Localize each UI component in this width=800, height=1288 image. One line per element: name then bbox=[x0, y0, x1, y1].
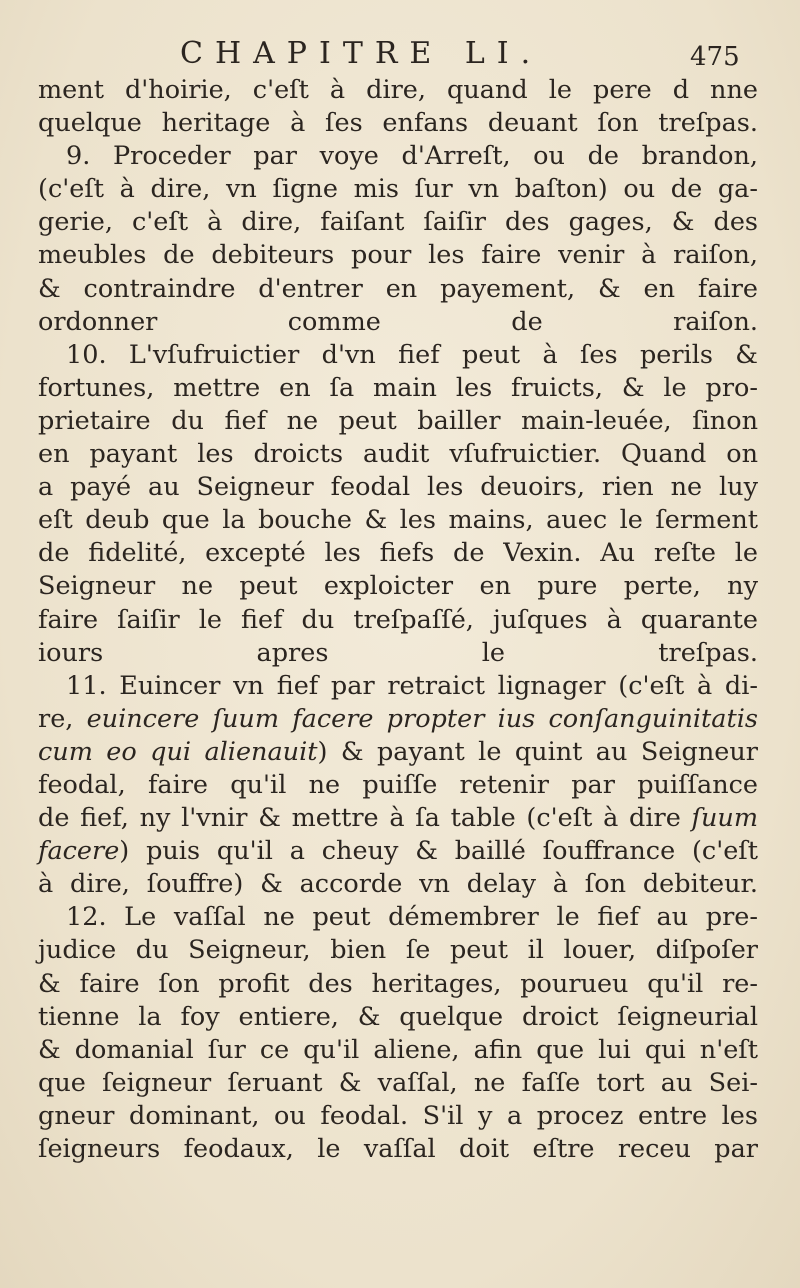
text-line: tienne la foy entiere, & quelque droict ſeigneurial bbox=[38, 1001, 758, 1032]
text-line: facere) puis qu'il a cheuy & baillé ſouffrance (c'eſt bbox=[38, 836, 758, 867]
text-line: que ſeigneur ſeruant & vaſſal, ne faſſe tort au Sei- bbox=[38, 1067, 758, 1098]
text-line: (c'eſt à dire, vn ſigne mis ſur vn baſton) ou de ga- bbox=[38, 174, 758, 205]
text-line: cum eo qui alienauit) & payant le quint au Seigneur bbox=[38, 736, 758, 767]
chapter-title: CHAPITRE LI. bbox=[180, 36, 543, 71]
text-line: fortunes, mettre en ſa main les fruicts, & le pro- bbox=[38, 372, 758, 403]
text-line: feodal, faire qu'il ne puiſſe retenir par puiſſance bbox=[38, 769, 758, 800]
text-line: 10. L'vſufruictier d'vn fief peut à ſes perils & bbox=[66, 339, 758, 370]
text-line: & domanial ſur ce qu'il aliene, afin que lui qui n'eſt bbox=[38, 1034, 758, 1065]
text-line: & contraindre d'entrer en payement, & en faire bbox=[38, 273, 758, 304]
text-line: à dire, ſouffre) & accorde vn delay à ſon debiteur. bbox=[38, 869, 758, 900]
text-line: eſt deub que la bouche & les mains, auec le ſerment bbox=[38, 505, 758, 536]
text-line: judice du Seigneur, bien ſe peut il louer, diſpoſer bbox=[38, 935, 758, 966]
text-line: 12. Le vaſſal ne peut démembrer le fief au pre- bbox=[66, 902, 758, 933]
text-line: gerie, c'eſt à dire, faiſant ſaiſir des gages, & des bbox=[38, 207, 758, 238]
text-line: & faire ſon profit des heritages, pourueu qu'il re- bbox=[38, 968, 758, 999]
body-text bbox=[38, 74, 758, 1166]
text-line: a payé au Seigneur feodal les deuoirs, rien ne luy bbox=[38, 472, 758, 503]
text-line: de fidelité, excepté les fiefs de Vexin. Au reſte le bbox=[38, 538, 758, 569]
text-line: quelque heritage à ſes enfans deuant ſon treſpas. bbox=[38, 108, 758, 139]
text-line: prietaire du fief ne peut bailler main-leuée, ſinon bbox=[38, 405, 758, 436]
text-line: 11. Euincer vn fief par retraict lignager (c'eſt à di- bbox=[66, 670, 758, 701]
text-line: en payant les droicts audit vſufruictier. Quand on bbox=[38, 439, 758, 470]
text-line: re, euincere ſuum facere propter ius conſanguinitatis bbox=[38, 703, 758, 734]
text-line: Seigneur ne peut exploicter en pure perte, ny bbox=[38, 571, 758, 602]
text-line: ment d'hoirie, c'eſt à dire, quand le pere d nne bbox=[38, 75, 758, 105]
text-line: ſeigneurs feodaux, le vaſſal doit eſtre receu par bbox=[38, 1134, 758, 1164]
text-line: faire ſaiſir le fief du treſpaſſé, juſques à quarante bbox=[38, 604, 758, 635]
text-line: iours apres le treſpas. bbox=[38, 637, 758, 668]
text-line: meubles de debiteurs pour les faire venir à raiſon, bbox=[38, 240, 758, 271]
text-line: de fief, ny l'vnir & mettre à ſa table (c'eſt à dire ſuum bbox=[38, 803, 758, 834]
latin-phrase: euincere ſuum facere propter ius conſanguinitatis bbox=[86, 703, 758, 734]
latin-phrase: ſuum bbox=[691, 803, 758, 834]
latin-phrase: cum eo qui alienauit bbox=[38, 736, 318, 767]
text-line: ordonner comme de raiſon. bbox=[38, 306, 758, 337]
text-line: gneur dominant, ou feodal. S'il y a procez entre les bbox=[38, 1100, 758, 1131]
text-line: 9. Proceder par voye d'Arreſt, ou de brandon, bbox=[66, 141, 758, 172]
page-number: 475 bbox=[690, 42, 740, 72]
latin-phrase: facere bbox=[38, 836, 120, 867]
